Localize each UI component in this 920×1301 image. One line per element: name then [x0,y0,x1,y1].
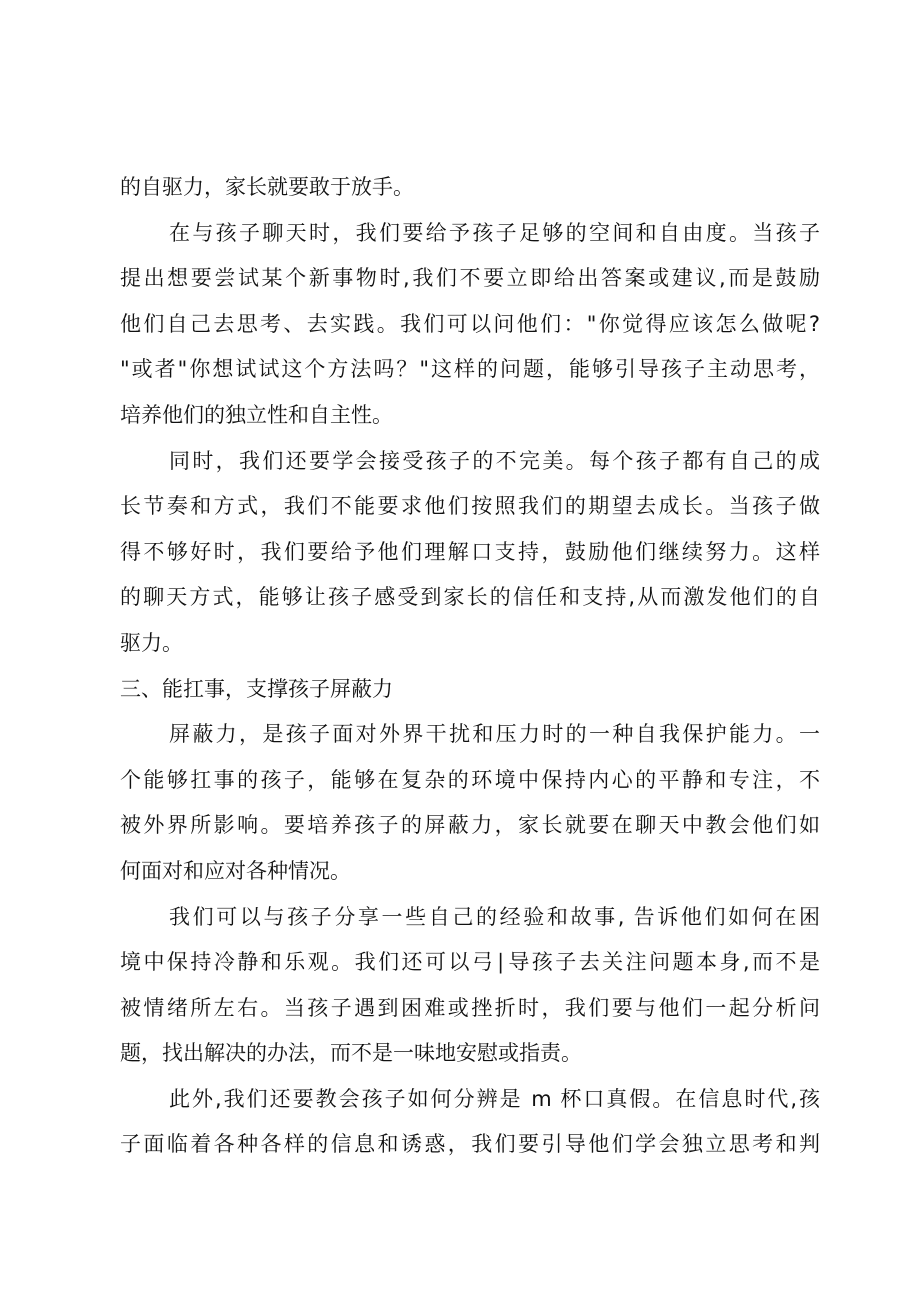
text-line: 培养他们的独立性和自主性。 [120,402,393,427]
text-line: 得不够好时，我们要给予他们理解口支持，鼓励他们继续努力。这样 [120,539,820,564]
text-line: 的聊天方式，能够让孩子感受到家长的信任和支持,从而激发他们的自 [120,585,820,610]
text-line: 我们可以与孩子分享一些自己的经验和故事, 告诉他们如何在困 [169,904,820,929]
text-line: "或者"你想试试这个方法吗？"这样的问题，能够引导孩子主动思考， [120,357,820,382]
text-line: 被外界所影响。要培养孩子的屏蔽力，家长就要在聊天中教会他们如 [120,813,820,838]
text-line: 被情绪所左右。当孩子遇到困难或挫折时，我们要与他们一起分析问 [120,995,820,1020]
text-line: 何面对和应对各种情况。 [120,858,351,883]
text-line: 长节奏和方式，我们不能要求他们按照我们的期望去成长。当孩子做 [120,494,820,519]
text-line: 他们自己去思考、去实践。我们可以问他们："你觉得应该怎么做呢? [120,311,820,336]
text-line: 此外,我们还要教会孩子如何分辨是 m 杯口真假。在信息时代,孩 [169,1086,820,1111]
text-line: 子面临着各种各样的信息和诱惑，我们要引导他们学会独立思考和判 [120,1132,820,1157]
text-line: 屏蔽力，是孩子面对外界干扰和压力时的一种自我保护能力。一 [169,722,820,747]
text-line: 驱力。 [120,630,183,655]
text-line: 同时，我们还要学会接受孩子的不完美。每个孩子都有自己的成 [169,448,820,473]
text-line: 题，找出解决的办法，而不是一味地安慰或指责。 [120,1041,582,1066]
text-line: 的自驱力，家长就要敢于放手。 [120,175,414,199]
body-text [120,165,820,1168]
section-heading: 三、能扛事，支撑孩子屏蔽力 [120,676,393,701]
text-line: 个能够扛事的孩子，能够在复杂的环境中保持内心的平静和专注，不 [120,767,820,792]
text-line: 在与孩子聊天时，我们要给予孩子足够的空间和自由度。当孩子 [169,220,820,245]
text-line: 提出想要尝试某个新事物时,我们不要立即给出答案或建议,而是鼓励 [120,266,820,291]
text-line: 境中保持冷静和乐观。我们还可以弓∣导孩子去关注问题本身,而不是 [120,950,820,975]
